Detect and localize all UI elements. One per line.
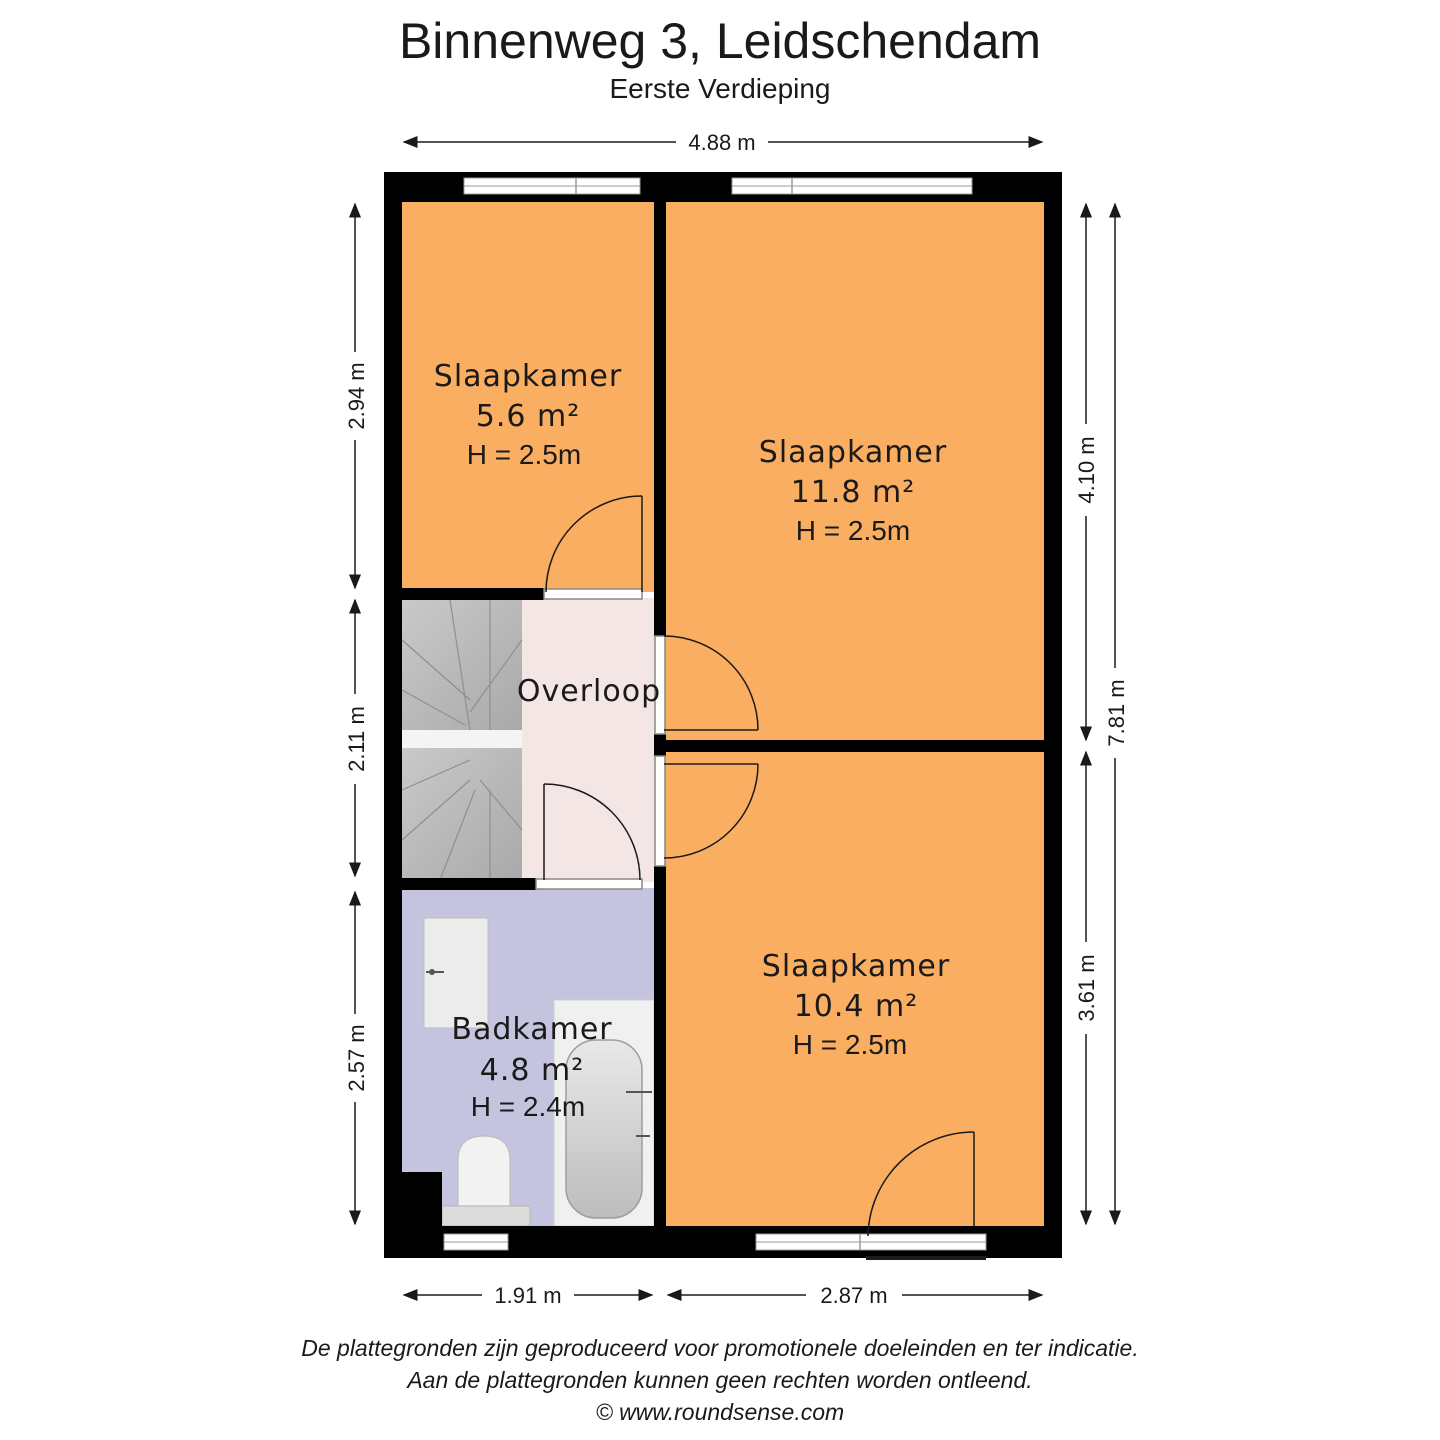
- room-name: Slaapkamer: [761, 949, 951, 984]
- room-area: 5.6 m²: [475, 399, 581, 434]
- dim-left-top: 2.94 m: [344, 362, 369, 430]
- room-name: Slaapkamer: [433, 359, 623, 394]
- disclaimer-line-2: Aan de plattegronden kunnen geen rechten worden ontleend.: [407, 1367, 1033, 1393]
- plan-subtitle: Eerste Verdieping: [609, 73, 831, 104]
- dim-left-middle: 2.11 m: [344, 706, 369, 772]
- room-name: Overloop: [516, 674, 662, 709]
- dim-right-bottom: 3.61 m: [1074, 954, 1099, 1022]
- room-label-landing: [517, 674, 661, 709]
- staircase: [402, 600, 522, 880]
- copyright-link[interactable]: © www.roundsense.com: [595, 1399, 845, 1425]
- dim-bottom-right: 2.87 m: [820, 1283, 888, 1308]
- room-area: 10.4 m²: [793, 989, 919, 1024]
- bedroom-small-floor: [402, 202, 656, 592]
- room-area: 11.8 m²: [790, 475, 916, 510]
- disclaimer-line-1: De plattegronden zijn geproduceerd voor promotionele doeleinden en ter indicatie.: [301, 1335, 1139, 1361]
- room-area: 4.8 m²: [479, 1053, 585, 1088]
- disclaimer: [0, 1332, 1440, 1428]
- dim-top-width: 4.88 m: [688, 130, 756, 155]
- room-height: H = 2.5m: [466, 439, 582, 470]
- room-height: H = 2.5m: [795, 515, 911, 546]
- plan-title: Binnenweg 3, Leidschendam: [398, 13, 1042, 69]
- dim-right-total: 7.81 m: [1104, 679, 1129, 747]
- room-height: H = 2.4m: [470, 1091, 586, 1122]
- room-name: Badkamer: [451, 1012, 613, 1047]
- dim-bottom-left: 1.91 m: [494, 1283, 562, 1308]
- dim-left-bottom: 2.57 m: [344, 1024, 369, 1092]
- room-name: Slaapkamer: [758, 435, 948, 470]
- room-height: H = 2.5m: [792, 1029, 908, 1060]
- dim-right-top: 4.10 m: [1074, 436, 1099, 504]
